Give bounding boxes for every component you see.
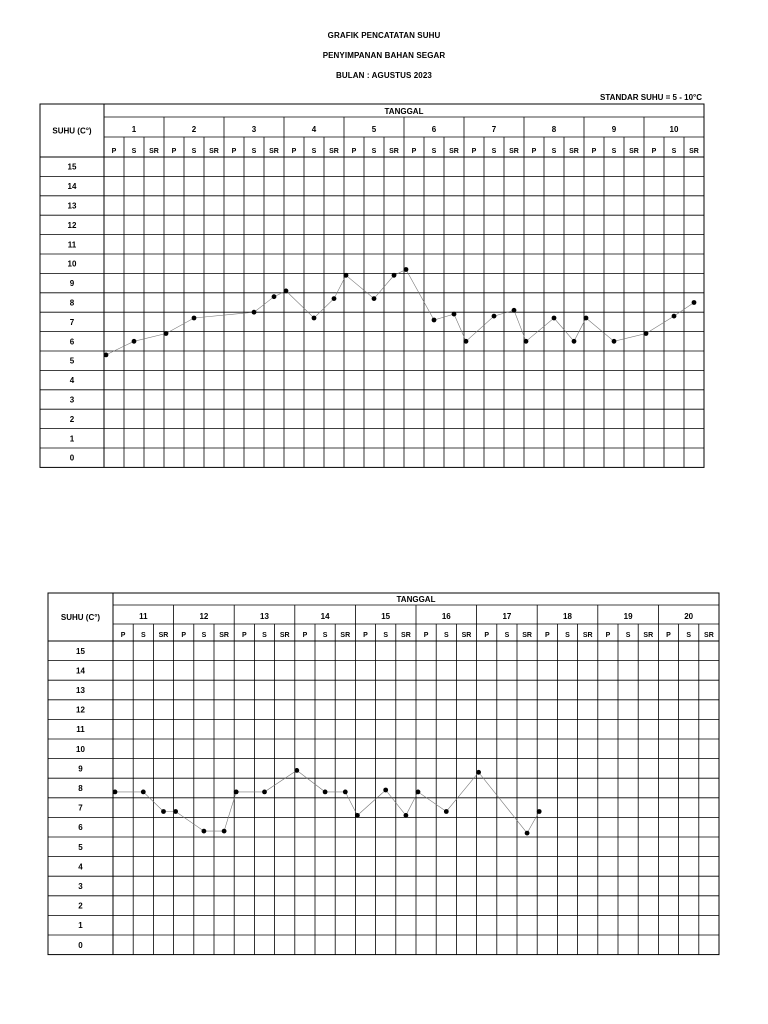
shift-label: S <box>262 632 267 639</box>
shift-label: SR <box>689 148 699 155</box>
data-point <box>104 353 109 358</box>
y-tick-label: 5 <box>69 356 75 366</box>
shift-label: S <box>251 148 257 155</box>
date-label: 2 <box>191 125 197 134</box>
row-header-label: SUHU (C°) <box>52 126 92 136</box>
shift-label: SR <box>461 632 472 639</box>
y-tick-label: 7 <box>78 803 83 813</box>
shift-label: SR <box>643 632 654 639</box>
date-label: 9 <box>611 125 617 134</box>
shift-label: P <box>241 632 247 639</box>
shift-label: P <box>120 632 126 639</box>
date-label: 13 <box>260 612 269 621</box>
y-tick-label: 8 <box>69 298 75 308</box>
y-tick-label: 11 <box>67 240 77 250</box>
shift-label: SR <box>522 632 532 639</box>
shift-label: SR <box>509 148 519 155</box>
date-label: 10 <box>669 125 679 134</box>
row-header-label: SUHU (C°) <box>60 613 101 622</box>
shift-label: S <box>431 148 437 155</box>
date-label: 17 <box>502 612 512 621</box>
data-point <box>692 300 697 305</box>
data-point <box>432 318 437 323</box>
data-point <box>132 339 137 344</box>
shift-label: SR <box>629 148 639 155</box>
data-point <box>464 339 469 344</box>
month-label: BULAN : AGUSTUS 2023 <box>336 71 432 80</box>
date-label: 1 <box>131 125 137 134</box>
data-point <box>584 316 589 321</box>
y-tick-label: 3 <box>69 395 75 405</box>
data-point <box>164 331 169 336</box>
chart-subtitle: PENYIMPANAN BAHAN SEGAR <box>322 51 446 60</box>
y-tick-label: 9 <box>78 764 83 774</box>
y-tick-label: 1 <box>78 921 83 931</box>
data-point <box>332 296 337 301</box>
y-tick-label: 10 <box>76 744 85 754</box>
y-tick-label: 3 <box>78 882 83 891</box>
shift-label: SR <box>401 632 411 639</box>
data-point <box>452 312 457 317</box>
date-label: 11 <box>139 612 148 621</box>
shift-label: SR <box>582 632 593 639</box>
shift-label: P <box>423 632 429 639</box>
shift-label: P <box>363 632 368 639</box>
y-tick-label: 4 <box>69 376 75 386</box>
shift-label: S <box>201 632 207 639</box>
shift-label: S <box>565 632 570 639</box>
shift-label: S <box>686 632 692 639</box>
shift-label: P <box>351 148 357 155</box>
shift-label: P <box>171 148 177 155</box>
shift-label: SR <box>340 632 351 639</box>
y-tick-label: 6 <box>69 337 75 347</box>
shift-label: S <box>371 148 377 155</box>
chart-title: GRAFIK PENCATATAN SUHU <box>327 31 441 40</box>
y-tick-label: 11 <box>76 725 85 735</box>
y-tick-label: 13 <box>76 686 85 695</box>
shift-label: SR <box>209 148 219 155</box>
shift-label: SR <box>329 148 339 155</box>
shift-label: SR <box>269 148 279 155</box>
shift-label: S <box>671 148 677 155</box>
shift-label: P <box>651 148 657 155</box>
y-tick-label: 2 <box>69 414 75 424</box>
data-point <box>524 339 529 344</box>
shift-label: P <box>291 148 297 155</box>
tanggal-header: TANGGAL <box>384 107 424 116</box>
date-label: 16 <box>441 612 451 621</box>
date-label: 14 <box>320 612 330 621</box>
date-label: 3 <box>251 125 257 134</box>
shift-label: S <box>504 632 510 639</box>
standard-temperature-label: STANDAR SUHU = 5 - 10°C <box>600 93 702 102</box>
shift-label: P <box>591 148 597 155</box>
shift-label: SR <box>389 148 399 155</box>
y-tick-label: 12 <box>76 705 85 715</box>
y-tick-label: 13 <box>67 201 77 211</box>
date-label: 12 <box>199 612 209 621</box>
data-point <box>512 308 517 313</box>
y-tick-label: 14 <box>76 666 85 676</box>
y-tick-label: 5 <box>78 842 83 852</box>
y-tick-label: 8 <box>78 784 83 793</box>
shift-label: P <box>231 148 237 155</box>
shift-label: S <box>191 148 197 155</box>
y-tick-label: 1 <box>69 434 75 444</box>
shift-label: SR <box>449 148 459 155</box>
date-label: 8 <box>551 125 557 134</box>
shift-label: P <box>605 632 611 639</box>
date-label: 5 <box>371 125 377 134</box>
data-point <box>572 339 577 344</box>
shift-label: S <box>131 148 137 155</box>
data-point <box>492 314 497 319</box>
shift-label: P <box>111 148 117 155</box>
shift-label: P <box>471 148 477 155</box>
y-tick-label: 10 <box>67 259 77 269</box>
shift-label: SR <box>279 632 290 639</box>
date-label: 18 <box>563 612 572 621</box>
data-point <box>552 316 557 321</box>
data-point <box>272 294 277 299</box>
table-border <box>40 104 704 467</box>
data-point <box>612 339 617 344</box>
shift-label: P <box>484 632 490 639</box>
shift-label: S <box>140 632 146 639</box>
data-point <box>344 273 349 278</box>
y-tick-label: 7 <box>69 317 75 327</box>
y-tick-label: 0 <box>78 940 83 950</box>
y-tick-label: 12 <box>67 220 77 230</box>
y-tick-label: 6 <box>78 823 83 833</box>
date-label: 6 <box>431 125 437 134</box>
y-tick-label: 15 <box>76 646 85 656</box>
y-tick-label: 14 <box>67 182 77 192</box>
data-point <box>284 289 289 294</box>
shift-label: P <box>181 632 187 639</box>
shift-label: S <box>383 632 389 639</box>
data-point <box>644 331 649 336</box>
shift-label: SR <box>219 632 229 639</box>
y-tick-label: 0 <box>69 453 75 463</box>
shift-label: P <box>666 632 671 639</box>
data-point <box>312 316 317 321</box>
shift-label: SR <box>704 632 714 639</box>
shift-label: S <box>443 632 449 639</box>
date-label: 20 <box>684 612 694 621</box>
shift-label: S <box>322 632 328 639</box>
data-point <box>404 267 409 272</box>
shift-label: SR <box>158 632 169 639</box>
data-point <box>392 273 397 278</box>
data-point <box>252 310 257 315</box>
tanggal-header: TANGGAL <box>396 595 436 604</box>
shift-label: S <box>311 148 317 155</box>
shift-label: S <box>625 632 631 639</box>
y-tick-label: 4 <box>78 862 83 872</box>
shift-label: SR <box>569 148 579 155</box>
shift-label: SR <box>149 148 159 155</box>
shift-label: S <box>491 148 497 155</box>
data-point <box>372 296 377 301</box>
date-label: 15 <box>381 612 391 621</box>
data-point <box>672 314 677 319</box>
data-point <box>192 316 197 321</box>
date-label: 4 <box>311 125 317 134</box>
shift-label: P <box>531 148 537 155</box>
y-tick-label: 15 <box>67 162 77 172</box>
date-label: 7 <box>491 125 497 134</box>
y-tick-label: 2 <box>78 901 83 911</box>
shift-label: P <box>544 632 550 639</box>
date-label: 19 <box>623 612 633 621</box>
shift-label: P <box>302 632 308 639</box>
shift-label: S <box>551 148 557 155</box>
y-tick-label: 9 <box>69 279 75 289</box>
shift-label: S <box>611 148 617 155</box>
shift-label: P <box>411 148 417 155</box>
